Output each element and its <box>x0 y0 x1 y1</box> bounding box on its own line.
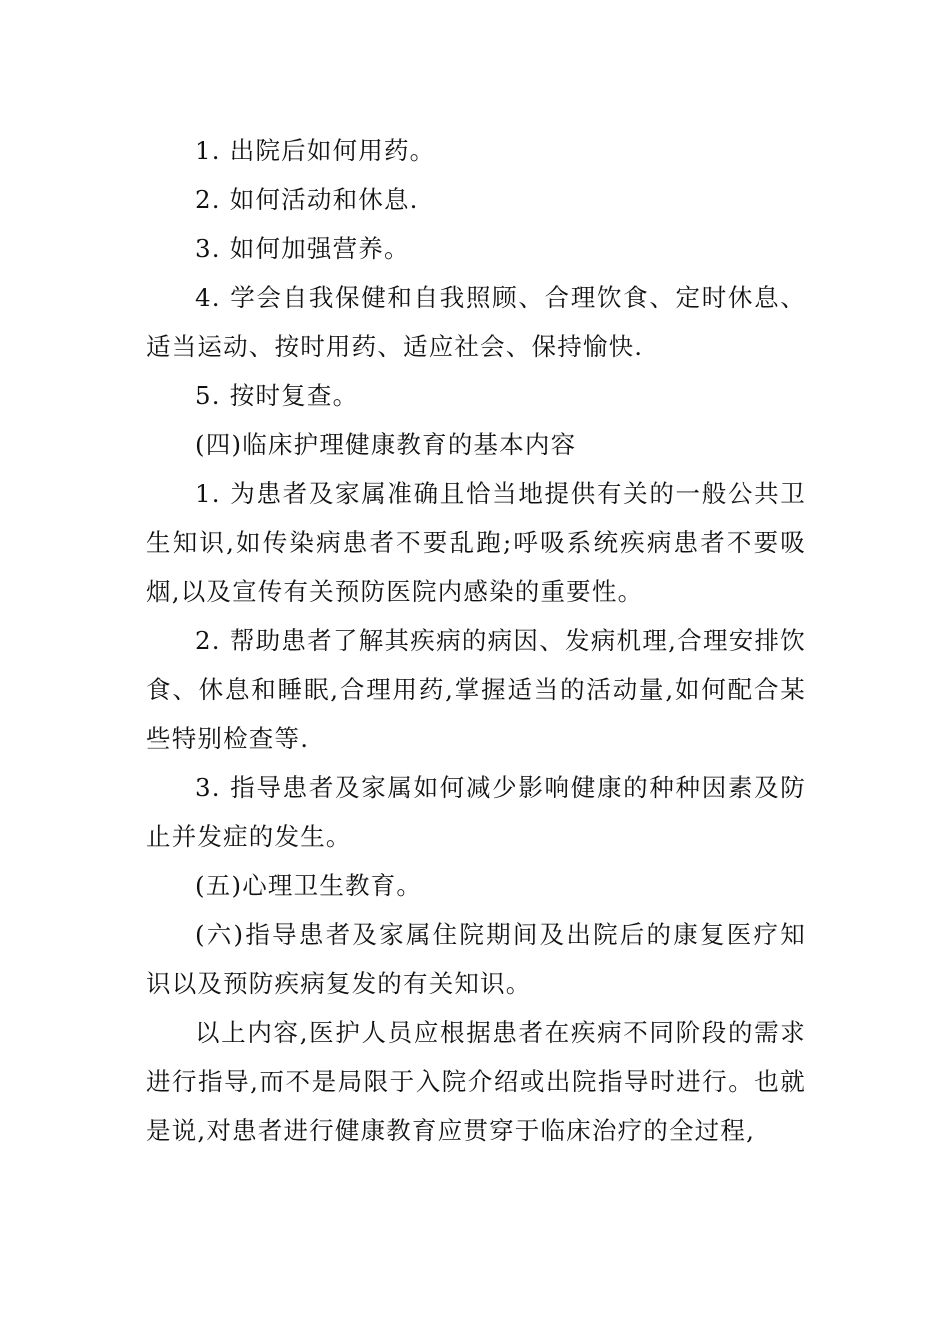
paragraph-summary: 以上内容,医护人员应根据患者在疾病不同阶段的需求进行指导,而不是局限于入院介绍或出院指导时进行。也就是说,对患者进行健康教育应贯穿于临床治疗的全过程, <box>146 1018 806 1145</box>
paragraph-follow-up: 5. 按时复查。 <box>195 381 359 410</box>
paragraph-disease-understanding: 2. 帮助患者了解其疾病的病因、发病机理,合理安排饮食、休息和睡眠,合理用药,掌握适当的活动量,如何配合某些特别检查等. <box>146 626 806 753</box>
section-heading-6: (六)指导患者及家属住院期间及出院后的康复医疗知识以及预防疾病复发的有关知识。 <box>146 920 806 998</box>
document-page <box>146 126 806 1155</box>
section-heading-5: (五)心理卫生教育。 <box>195 871 423 900</box>
paragraph-complication-prevention: 3. 指导患者及家属如何减少影响健康的种种因素及防止并发症的发生。 <box>146 773 806 851</box>
paragraph-nutrition: 3. 如何加强营养。 <box>195 234 410 263</box>
section-heading-4: (四)临床护理健康教育的基本内容 <box>195 430 577 459</box>
paragraph-self-care: 4. 学会自我保健和自我照顾、合理饮食、定时休息、适当运动、按时用药、适应社会、保持愉快. <box>146 283 806 361</box>
paragraph-discharge-medication: 1. 出院后如何用药。 <box>195 136 436 165</box>
paragraph-activity-rest: 2. 如何活动和休息. <box>195 185 419 214</box>
paragraph-public-health: 1. 为患者及家属准确且恰当地提供有关的一般公共卫生知识,如传染病患者不要乱跑;呼吸系统疾病患者不要吸烟,以及宣传有关预防医院内感染的重要性。 <box>146 479 806 606</box>
